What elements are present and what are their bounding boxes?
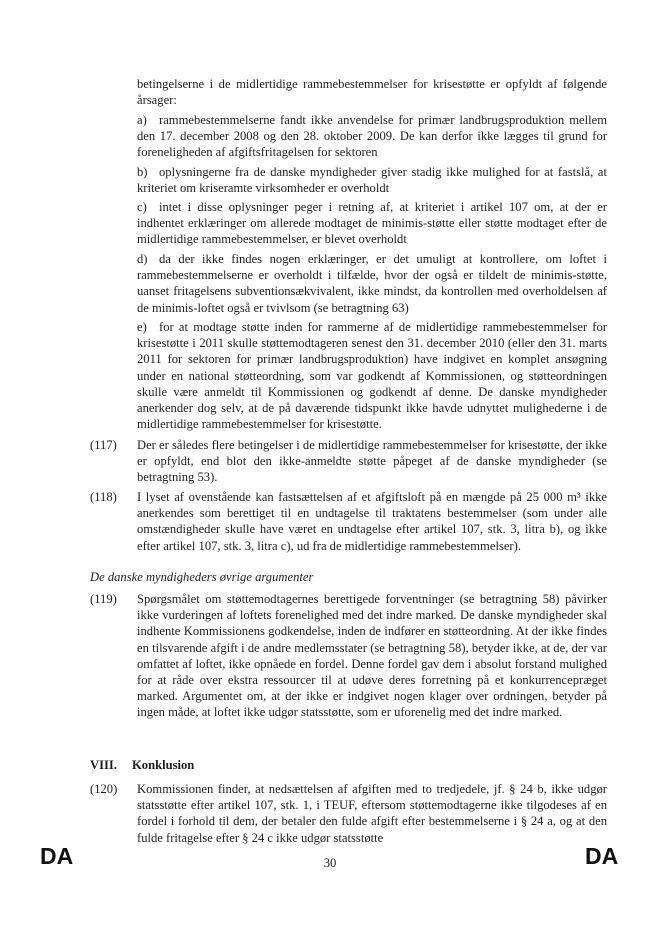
- list-item-d: [137, 251, 607, 316]
- list-letter: a): [137, 113, 147, 127]
- list-text: intet i disse oplysninger peger i retning af, at kriteriet i artikel 107 om, at der er indhentet erklæringer om allerede modtaget de minimis-støtte eller støtte modtaget efter de midlertidige rammebestemmelser, er blevet overholdt: [137, 200, 607, 247]
- list-text: rammebestemmelserne fandt ikke anvendelse for primær landbrugsproduktion mellem den 17. december 2008 og den 28. oktober 2009. De kan derfor ikke lægges til grund for foreneligheden af afgiftsfritagelsen for sektoren: [137, 113, 607, 160]
- list-letter: e): [137, 320, 147, 334]
- paragraph-118: I lyset af ovenstående kan fastsættelsen af et afgiftsloft på en mængde på 25 000 m³ ikke anerkendes som berettiget til en undtagelse til traktatens bestemmelser (som under alle omstændigheder skulle have været en undtagelse efter artikel 107, stk. 3, litra b), og ikke efter artikel 107, stk. 3, litra c), ud fra de midlertidige rammebestemmelser).: [137, 490, 607, 553]
- list-text: oplysningerne fra de danske myndigheder giver stadig ikke mulighed for at fastslå, at kriteriet om kriseramte virksomheder er overholdt: [137, 165, 607, 196]
- footer-language-right: DA: [585, 843, 619, 869]
- footer-language-left: DA: [40, 843, 74, 869]
- section-title: Konklusion: [132, 758, 195, 772]
- list-item-e: [137, 319, 607, 432]
- intro-text: betingelserne i de midlertidige rammebestemmelser for krisestøtte er opfyldt af følgende årsager:: [137, 77, 607, 108]
- page-number: 30: [323, 856, 337, 870]
- paragraph-number: (117): [90, 438, 117, 452]
- paragraph-number: (120): [90, 782, 118, 796]
- list-letter: b): [137, 165, 148, 179]
- paragraph-117: Der er således flere betingelser i de midlertidige rammebestemmelser for krisestøtte, der ikke er opfyldt, end blot den ikke-anmeldte støtte påpeget af de danske myndigheder (se betragtning 53).: [137, 438, 607, 485]
- list-text: for at modtage støtte inden for rammerne af de midlertidige rammebestemmelser for krisestøtte i 2011 skulle støttemodtageren senest den 31. december 2010 (eller den 31. marts 2011 for sektoren for primær landbrugsproduktion) have indgivet en komplet ansøgning under en national støtteordning, som var godkendt af Kommissionen, og støtteordningen skulle være anmeldt til Kommissionen og godkendt af denne. De danske myndigheder anerkender dog selv, at de på daværende tidspunkt ikke havde udnyttet mulighederne i de midlertidige rammebestemmelser for krisestøtte.: [137, 320, 607, 432]
- list-item-a: [137, 112, 607, 161]
- paragraph-120: Kommissionen finder, at nedsættelsen af afgiften med to tredjedele, jf. § 24 b, ikke udgør statsstøtte efter artikel 107, stk. 1, i TEUF, eftersom støttemodtagerne ikke tilgodeses af en fordel i forhold til dem, der betaler den fulde afgift efter bestemmelserne i § 24 a, og at den fulde fritagelse efter § 24 c ikke udgør statsstøtte: [137, 782, 607, 845]
- paragraph-119: Spørgsmålet om støttemodtagernes berettigede forventninger (se betragtning 58) påvirker ikke vurderingen af loftets forenelighed med det indre marked. De danske myndigheder skal indhente Kommissionens godkendelse, inden de indfører en støtteordning. At der ikke findes en tilsvarende afgift i de andre medlemsstater (se betragtning 58), betyder ikke, at de, der var omfattet af loftet, ikke opnåede en fordel. Denne fordel gav dem i absolut forstand mulighed for at råde over ekstra ressourcer til at udøve deres forretning på et konkurrencepræget marked. Argumentet om, at der ikke er indgivet nogen klager over ordningen, betyder på ingen måde, at loftet ikke udgør statsstøtte, som er uforenelig med det indre marked.: [137, 592, 607, 720]
- list-letter: c): [137, 200, 147, 214]
- section-heading: De danske myndigheders øvrige argumenter: [90, 570, 314, 584]
- section-numeral: VIII.: [90, 758, 117, 772]
- paragraph-number: (119): [90, 592, 117, 606]
- list-item-b: [137, 164, 607, 196]
- list-item-c: [137, 199, 607, 248]
- conclusion-heading: [90, 757, 194, 773]
- paragraph-number: (118): [90, 490, 117, 504]
- list-letter: d): [137, 252, 148, 266]
- list-text: da der ikke findes nogen erklæringer, er det umuligt at kontrollere, om loftet i rammebestemmelserne er overholdt i tilfælde, hvor der også er tildelt de minimis-støtte, uanset fritagelsens subventionsækvivalent, ikke mindst, da kontrollen med overholdelsen af de minimis-loftet også er tvivlsom (se betragtning 63): [137, 252, 607, 315]
